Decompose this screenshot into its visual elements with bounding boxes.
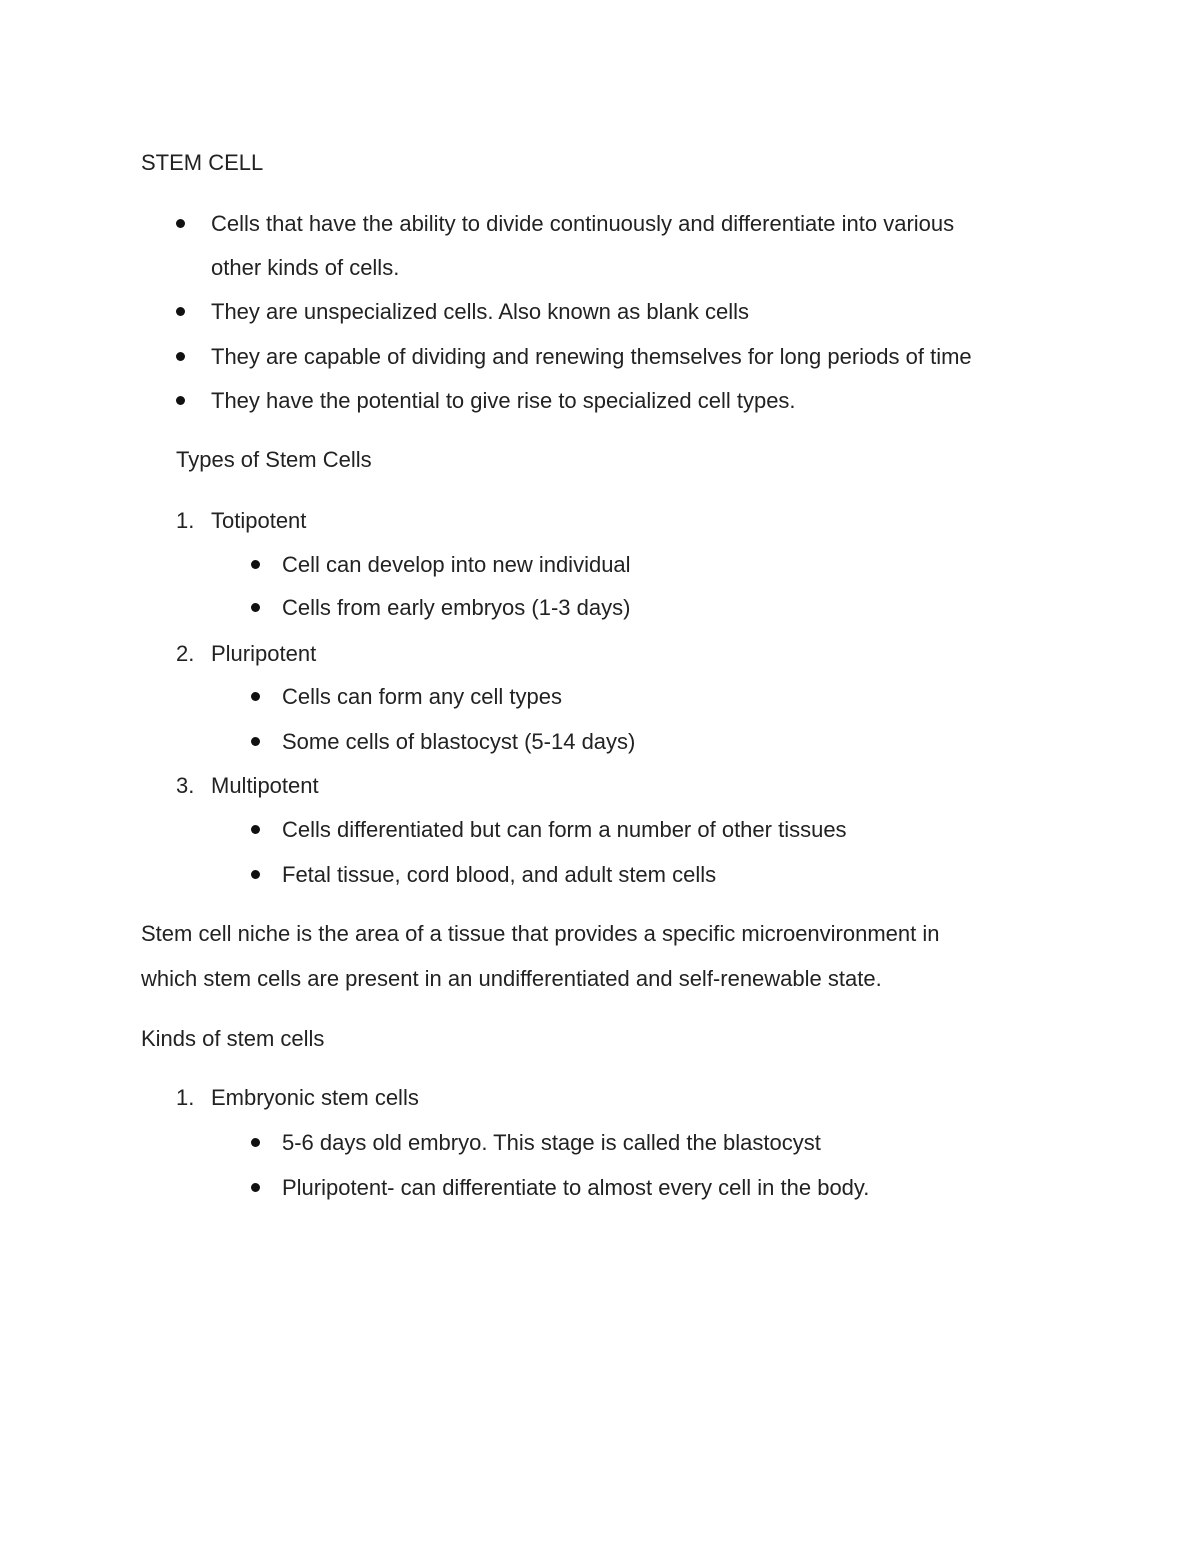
bullet-icon <box>176 396 185 405</box>
bullet-icon <box>251 560 260 569</box>
list-number: 1. <box>176 508 195 533</box>
bullet-icon <box>176 352 185 361</box>
intro-bullet-1-continued: other kinds of cells. <box>211 255 400 280</box>
type-1-point-1: Cell can develop into new individual <box>282 552 631 577</box>
bullet-icon <box>251 870 260 879</box>
intro-bullet-1: Cells that have the ability to divide continuously and differentiate into various <box>211 211 955 236</box>
bullet-icon <box>176 219 185 228</box>
kind-embryonic-stem-cells: Embryonic stem cells <box>211 1085 419 1110</box>
niche-paragraph-line-2: which stem cells are present in an undifferentiated and self-renewable state. <box>141 966 882 991</box>
intro-bullet-4: They have the potential to give rise to specialized cell types. <box>211 388 796 413</box>
intro-bullet-2: They are unspecialized cells. Also known as blank cells <box>211 299 750 324</box>
type-pluripotent: Pluripotent <box>211 641 317 666</box>
intro-bullet-3: They are capable of dividing and renewing themselves for long periods of time <box>211 344 972 369</box>
niche-paragraph-line-1: Stem cell niche is the area of a tissue that provides a specific microenvironment in <box>141 921 940 946</box>
types-heading: Types of Stem Cells <box>176 447 372 472</box>
type-2-point-2: Some cells of blastocyst (5-14 days) <box>282 729 636 754</box>
type-multipotent: Multipotent <box>211 773 319 798</box>
bullet-icon <box>251 692 260 701</box>
bullet-icon <box>251 1183 260 1192</box>
bullet-icon <box>251 737 260 746</box>
type-1-point-2: Cells from early embryos (1-3 days) <box>282 595 631 620</box>
type-totipotent: Totipotent <box>211 508 307 533</box>
type-3-point-2: Fetal tissue, cord blood, and adult stem cells <box>282 862 717 887</box>
kind-1-point-2: Pluripotent- can differentiate to almost every cell in the body. <box>282 1175 870 1200</box>
bullet-icon <box>176 307 185 316</box>
bullet-icon <box>251 603 260 612</box>
type-3-point-1: Cells differentiated but can form a number of other tissues <box>282 817 847 842</box>
bullet-icon <box>251 825 260 834</box>
kind-1-point-1: 5-6 days old embryo. This stage is called the blastocyst <box>282 1130 821 1155</box>
list-number: 3. <box>176 773 195 798</box>
document-title: STEM CELL <box>141 150 264 175</box>
type-2-point-1: Cells can form any cell types <box>282 684 562 709</box>
kinds-heading: Kinds of stem cells <box>141 1026 325 1051</box>
list-number: 2. <box>176 641 195 666</box>
list-number: 1. <box>176 1085 195 1110</box>
bullet-icon <box>251 1138 260 1147</box>
